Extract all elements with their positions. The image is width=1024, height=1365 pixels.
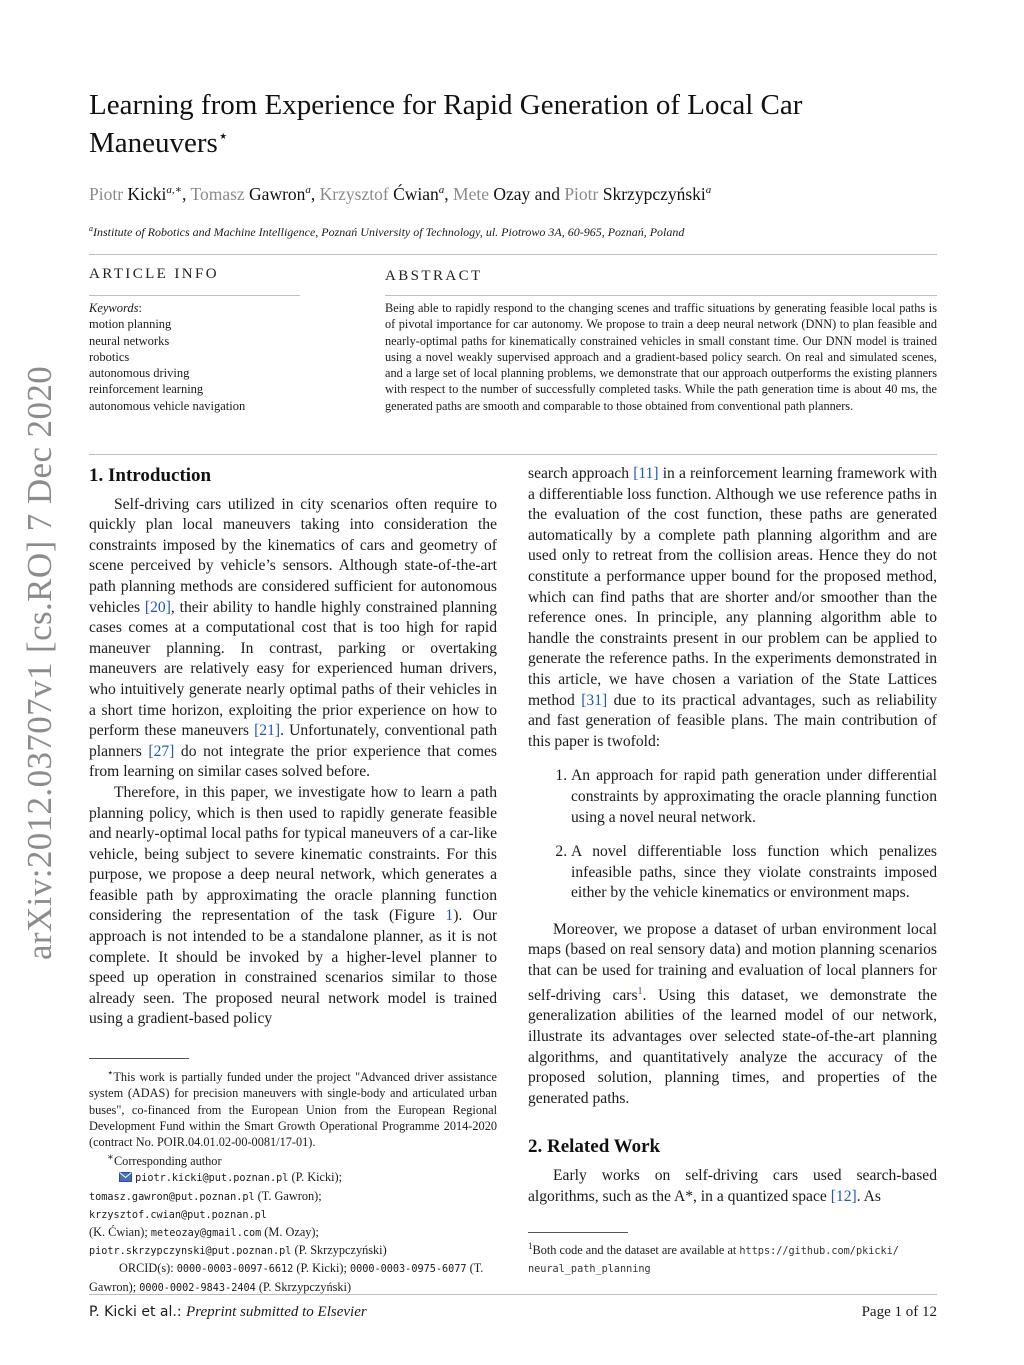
- contribution-item: 2. A novel differentiable loss function which penalizes infeasible paths, since they violate constraints imposed either by the vehicle kinematics or environment maps.: [571, 842, 937, 904]
- author-given-name: Mete: [453, 183, 494, 204]
- citation-link[interactable]: [11]: [633, 465, 659, 482]
- contribution-item: 1. An approach for rapid path generation under differential constraints by approximating the oracle planning function using a novel neural network.: [571, 766, 937, 828]
- corresponding-text: Corresponding author: [113, 1154, 222, 1169]
- email-cwian[interactable]: krzysztof.cwian@put.poznan.pl: [89, 1209, 267, 1221]
- title-footnote-mark: ⋆: [217, 126, 229, 146]
- author-affiliation-mark: a: [705, 184, 712, 196]
- orcid-gawron[interactable]: 0000-0003-0975-6077: [349, 1264, 467, 1276]
- paragraph-text: in a reinforcement learning framework with a differentiable loss function. Although we use reference paths in the evaluation of the cost function, these paths are generated automatically by a complete path planning algorithm and are used only to retreat from the collision areas. Hence they do not constitute a performance upper bound for the proposed method, which can find paths that are shorter and/or smoother than the reference ones. In principle, any planning algorithm able to handle the constraints present in our problem can be applied to generate the reference paths. In the experiments demonstrated in this article, we have chosen a variation of the State Lattices method: [528, 465, 938, 709]
- article-info-heading: ARTICLE INFO: [89, 266, 219, 282]
- paragraph-text: Self-driving cars utilized in city scenarios often require to quickly plan local maneuvers taking into consideration the constraints imposed by the kinematics of cars and geometry of scene perceived by vehicle’s sensors. Although state-of-the-art path planning methods are considered sufficient for autonomous vehicles: [89, 495, 497, 616]
- author-affiliation-mark: a: [305, 184, 311, 196]
- author-separator: ,: [444, 183, 454, 204]
- paragraph-text: due to its practical advantages, such as reliability and fast generation of feasible plans. The main contribution of this paper is twofold:: [528, 691, 937, 750]
- funding-footnote-mark: ⋆: [107, 1068, 114, 1079]
- footer-left: [89, 1304, 367, 1321]
- keywords-list: [89, 316, 309, 414]
- right-paragraph-2: [528, 920, 937, 1110]
- keyword: autonomous vehicle navigation: [89, 398, 246, 413]
- author-given-name: Piotr: [89, 183, 128, 204]
- email-kicki-owner: (P. Kicki);: [288, 1170, 343, 1185]
- author-given-name: Krzysztof: [319, 183, 394, 204]
- email-cwian-owner: (K. Ćwian);: [89, 1225, 151, 1240]
- orcid-kicki[interactable]: 0000-0003-0097-6612: [176, 1264, 294, 1276]
- funding-footnote-text: This work is partially funded under the project "Advanced driver assistance system (ADAS) for precision maneuvers with single-body and articulated urban buses", co-financed from the European Union from the European Regional Development Fund within the Smart Growth Operational Programme 2014-2020 (contract No. POIR.04.01.02-00-0081/17-01).: [89, 1070, 497, 1149]
- footer-separator: :: [176, 1304, 187, 1320]
- intro-heading: 1. Introduction: [89, 465, 212, 486]
- orcid-gawron-owner: (T. Gawron);: [89, 1261, 484, 1294]
- keywords-label: Keywords: [89, 301, 139, 315]
- footer-author: P. Kicki et al.: [89, 1304, 177, 1320]
- intro-paragraph-2: [89, 783, 497, 1030]
- right-paragraph-1: [528, 464, 937, 752]
- paragraph-text: . As: [856, 1187, 881, 1205]
- left-footnotes: [89, 1066, 497, 1297]
- orcid-skrzypczynski[interactable]: 0000-0002-9843-2404: [139, 1282, 256, 1294]
- affiliation: [89, 221, 949, 240]
- citation-link[interactable]: 1: [445, 907, 454, 925]
- footer-note: Preprint submitted to Elsevier: [186, 1304, 367, 1320]
- code-url-part1[interactable]: https://github.com/pkicki/: [739, 1246, 899, 1258]
- left-column: [89, 466, 497, 1030]
- author-given-name: Tomasz: [190, 183, 250, 204]
- author-list: [89, 178, 969, 206]
- keyword: autonomous driving: [89, 366, 190, 381]
- code-footnote: [528, 1238, 937, 1279]
- keyword: robotics: [89, 349, 130, 364]
- corresponding-footnote: [89, 1150, 497, 1169]
- paragraph-text: do not integrate the prior experience that comes from learning on similar cases solved before.: [89, 742, 497, 781]
- arxiv-id: arXiv:2012.03707v1 [cs.RO] 7 Dec 2020: [20, 365, 59, 960]
- header-rule: [89, 254, 937, 255]
- email-kicki[interactable]: piotr.kicki@put.poznan.pl: [135, 1173, 289, 1185]
- right-column: [528, 464, 937, 1207]
- contribution-list: [528, 766, 937, 904]
- email-gawron-owner: (T. Gawron);: [254, 1188, 322, 1203]
- citation-link[interactable]: [21]: [254, 722, 281, 740]
- author-family-name: Skrzypczyński: [602, 183, 706, 204]
- email-ozay-owner: (M. Ozay);: [261, 1225, 319, 1240]
- author-separator: ,: [182, 183, 191, 204]
- footer-rule: [89, 1294, 937, 1295]
- author-given-name: Piotr: [564, 183, 603, 204]
- author-family-name: Ćwian: [393, 183, 439, 204]
- abstract-rule: [385, 295, 937, 296]
- corresponding-mark: ∗: [107, 1152, 114, 1164]
- email-skrzypczynski-owner: (P. Skrzypczyński): [291, 1243, 387, 1258]
- citation-link[interactable]: [31]: [581, 691, 608, 709]
- paragraph-text: , their ability to handle highly constrained planning cases comes at a computational cost that is too high for rapid maneuver planning. In contrast, parking or overtaking maneuvers are relatively easy for experienced human drivers, who intuitively generate nearly optimal paths of their vehicles in a short time horizon, exploiting the prior experience on how to perform these maneuvers: [89, 598, 497, 740]
- funding-footnote: [89, 1066, 497, 1150]
- author-affiliation-mark: a: [438, 184, 445, 196]
- citation-link[interactable]: [12]: [830, 1187, 857, 1205]
- author-separator: and: [530, 183, 565, 204]
- related-paragraph-1: [528, 1166, 937, 1207]
- citation-link[interactable]: [27]: [148, 742, 175, 760]
- affiliation-mark: a: [89, 224, 93, 233]
- keywords-block: Keywords: motion planning neural networks robotics autonomous driving reinforcement learning autonomous vehicle navigation: [89, 300, 309, 414]
- dataset-text-b: . Using this dataset, we demonstrate the generalization abilities of the learned model of our network, illustrate its advantages over selected state-of-the-art planning algorithms, and quantitatively analyze the accuracy of the proposed solution, planning times, and properties of the generated paths.: [528, 986, 937, 1107]
- author-family-name: Gawron: [249, 183, 306, 204]
- intro-paragraph-1: [89, 495, 497, 783]
- abstract-heading: ABSTRACT: [385, 268, 483, 284]
- author-family-name: Kicki: [127, 183, 167, 204]
- footnote-rule: [89, 1058, 189, 1059]
- email-gawron[interactable]: tomasz.gawron@put.poznan.pl: [89, 1191, 255, 1203]
- affiliation-text: Institute of Robotics and Machine Intelligence, Poznań University of Technology, ul. Piotrowo 3A, 60-965, Poznań, Poland: [93, 225, 685, 239]
- abstract-bottom-rule: [89, 454, 937, 455]
- article-info-rule: [89, 295, 300, 296]
- title-line-2: Maneuvers: [89, 127, 218, 159]
- keyword: neural networks: [89, 333, 170, 348]
- email-list: [89, 1169, 497, 1260]
- author-affiliation-mark: a,∗: [166, 184, 183, 196]
- paragraph-text: Therefore, in this paper, we investigate how to learn a path planning policy, which is then used to rapidly generate feasible and nearly-optimal local paths for typical maneuvers of a car-like vehicle, being subject to severe kinematic constraints. For this purpose, we propose a deep neural network, which generates a feasible path by approximating the oracle planning function considering the representation of the task (Figure: [89, 783, 497, 925]
- author-family-name: Ozay: [493, 183, 531, 204]
- code-footnote-text: Both code and the dataset are available at: [532, 1243, 740, 1258]
- abstract-text: Being able to rapidly respond to the changing scenes and traffic situations by generating feasible local paths is of pivotal importance for car autonomy. We propose to train a deep neural network (DNN) to plan feasible and nearly-optimal paths for kinematically constrained vehicles in small constant time. Our DNN model is trained using a novel weakly supervised approach and a gradient-based policy search. On real and simulated scenes, and a large set of local planning problems, we demonstrate that our approach outperforms the existing planners with respect to the number of successfully completed tasks. While the path generation time is about 40 ms, the generated paths are smooth and comparable to those obtained from conventional path planners.: [385, 301, 937, 413]
- dataset-footnote-ref[interactable]: 1: [637, 985, 643, 997]
- paper-title: [89, 86, 889, 162]
- keyword: reinforcement learning: [89, 382, 204, 397]
- email-skrzypczynski[interactable]: piotr.skrzypczynski@put.poznan.pl: [89, 1246, 292, 1258]
- orcid-kicki-owner: (P. Kicki);: [293, 1261, 350, 1276]
- title-line-1: Learning from Experience for Rapid Generation of Local Car: [89, 89, 803, 121]
- citation-link[interactable]: [20]: [144, 598, 171, 616]
- paragraph-text: Early works on self-driving cars used search-based algorithms, such as the A*, in a quantized space: [528, 1167, 937, 1205]
- dataset-text-a: Moreover, we propose a dataset of urban environment local maps (based on real sensory data) and motion planning scenarios that can be used for training and evaluation of local planners for self-driving cars: [528, 920, 937, 1004]
- envelope-icon: [119, 1172, 132, 1182]
- right-footnote-rule: [528, 1232, 628, 1233]
- orcid-label: ORCID(s):: [119, 1261, 177, 1276]
- orcid-skrzypczynski-owner: (P. Skrzypczyński): [255, 1279, 352, 1294]
- paragraph-text: ). Our approach is not intended to be a standalone planner, as it is not complete. It should be invoked by a higher-level planner to speed up operation in constrained scenarios similar to those already seen. The proposed neural network model is trained using a gradient-based policy: [89, 907, 498, 1028]
- paragraph-text: . Unfortunately, conventional path planners: [89, 722, 497, 760]
- code-url-part2[interactable]: neural_path_planning: [528, 1264, 651, 1276]
- paragraph-text: search approach: [528, 465, 634, 482]
- related-work-heading: 2. Related Work: [528, 1136, 661, 1158]
- keyword: motion planning: [89, 317, 172, 332]
- page-number: Page 1 of 12: [861, 1304, 937, 1320]
- author-separator: ,: [310, 183, 320, 204]
- orcid-footnote: [89, 1260, 497, 1296]
- email-ozay[interactable]: meteozay@gmail.com: [150, 1228, 262, 1240]
- code-footnote-mark: 1: [528, 1241, 533, 1251]
